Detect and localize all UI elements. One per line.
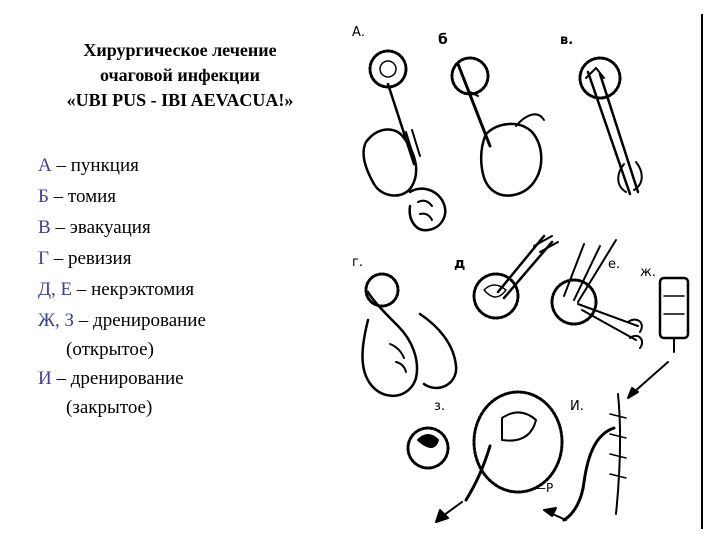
step-letter: Ж, З bbox=[38, 310, 75, 331]
scissors-shape bbox=[498, 236, 552, 298]
abscess-shape bbox=[552, 280, 596, 324]
step-letter: А bbox=[38, 155, 52, 176]
suture-marks bbox=[610, 414, 626, 478]
panel-letter: б bbox=[438, 32, 448, 48]
step-text: – некрэктомия bbox=[72, 279, 195, 300]
illustration-svg bbox=[338, 14, 700, 529]
step-letter: Б bbox=[38, 186, 49, 207]
step-text: – эвакуация bbox=[50, 217, 151, 238]
step-text: – дренирование bbox=[74, 310, 206, 331]
step-text: – томия bbox=[48, 186, 117, 207]
step-subtext: (закрытое) bbox=[66, 397, 153, 418]
forceps-shape bbox=[588, 72, 638, 194]
panel-d-necrectomy bbox=[454, 236, 558, 318]
title-line-1: Хирургическое лечение bbox=[83, 40, 277, 60]
right-border-line bbox=[701, 14, 703, 529]
abscess-shape bbox=[370, 51, 406, 87]
step-letter: В bbox=[38, 217, 51, 238]
step-item bbox=[38, 274, 348, 305]
finger-lines bbox=[390, 344, 406, 372]
surgical-illustration bbox=[338, 14, 700, 529]
needle-shape bbox=[388, 84, 414, 164]
panel-letter: д bbox=[454, 256, 466, 272]
drain-tube bbox=[634, 338, 674, 392]
bottle-markings bbox=[664, 296, 684, 314]
panel-i-closed-drainage bbox=[534, 394, 626, 520]
slide-title bbox=[30, 38, 330, 113]
panel-letter: И. bbox=[570, 399, 584, 414]
scissors-blades bbox=[534, 236, 558, 252]
finger-lines bbox=[418, 201, 432, 220]
step-letter: Д, Е bbox=[38, 279, 73, 300]
step-text: – пункция bbox=[51, 155, 139, 176]
step-letter: И bbox=[38, 368, 52, 389]
bottle-shape bbox=[660, 278, 688, 338]
abscess-shape bbox=[474, 392, 562, 492]
panel-letter: е. bbox=[608, 257, 621, 272]
hand-shape bbox=[410, 189, 445, 230]
step-subtext: (открытое) bbox=[66, 339, 154, 360]
step-item bbox=[38, 243, 348, 274]
step-item bbox=[38, 305, 348, 363]
panel-a-puncture bbox=[352, 25, 445, 230]
title-line-3: «UBI PUS - IBI AEVACUA!» bbox=[66, 90, 294, 110]
drain-tube bbox=[466, 446, 490, 500]
panel-z-open-drainage bbox=[408, 392, 562, 522]
step-text: – дренирование bbox=[51, 368, 184, 389]
gauze-shape bbox=[502, 412, 536, 440]
drain-tube bbox=[564, 428, 614, 520]
hand-shape bbox=[420, 314, 456, 388]
abscess-shape bbox=[474, 274, 518, 318]
panel-e-necrectomy bbox=[552, 240, 642, 348]
panel-letter: в. bbox=[560, 33, 574, 48]
incision-line bbox=[616, 394, 620, 514]
abscess-shape bbox=[366, 274, 398, 306]
pressure-label: —Р bbox=[534, 481, 554, 495]
step-item bbox=[38, 150, 348, 181]
abscess-core bbox=[380, 61, 396, 77]
step-item bbox=[38, 363, 348, 421]
step-item bbox=[38, 181, 348, 212]
step-item bbox=[38, 212, 348, 243]
panel-letter: з. bbox=[434, 399, 446, 414]
panel-g-revision bbox=[352, 255, 456, 396]
step-text: – ревизия bbox=[48, 248, 132, 269]
steps-list bbox=[38, 150, 348, 421]
panel-letter: ж. bbox=[640, 265, 656, 280]
hand-shape bbox=[481, 124, 541, 196]
arrow-icon bbox=[436, 510, 448, 522]
step-letter: Г bbox=[38, 248, 49, 269]
panel-v-evacuation bbox=[560, 33, 642, 194]
panel-zh-drainage-bottle bbox=[628, 265, 688, 398]
panel-letter: А. bbox=[352, 25, 366, 40]
title-line-2: очаговой инфекции bbox=[99, 65, 261, 85]
panel-letter: г. bbox=[352, 255, 363, 270]
panel-b-incision bbox=[438, 32, 544, 196]
gauze-shape bbox=[418, 435, 438, 447]
